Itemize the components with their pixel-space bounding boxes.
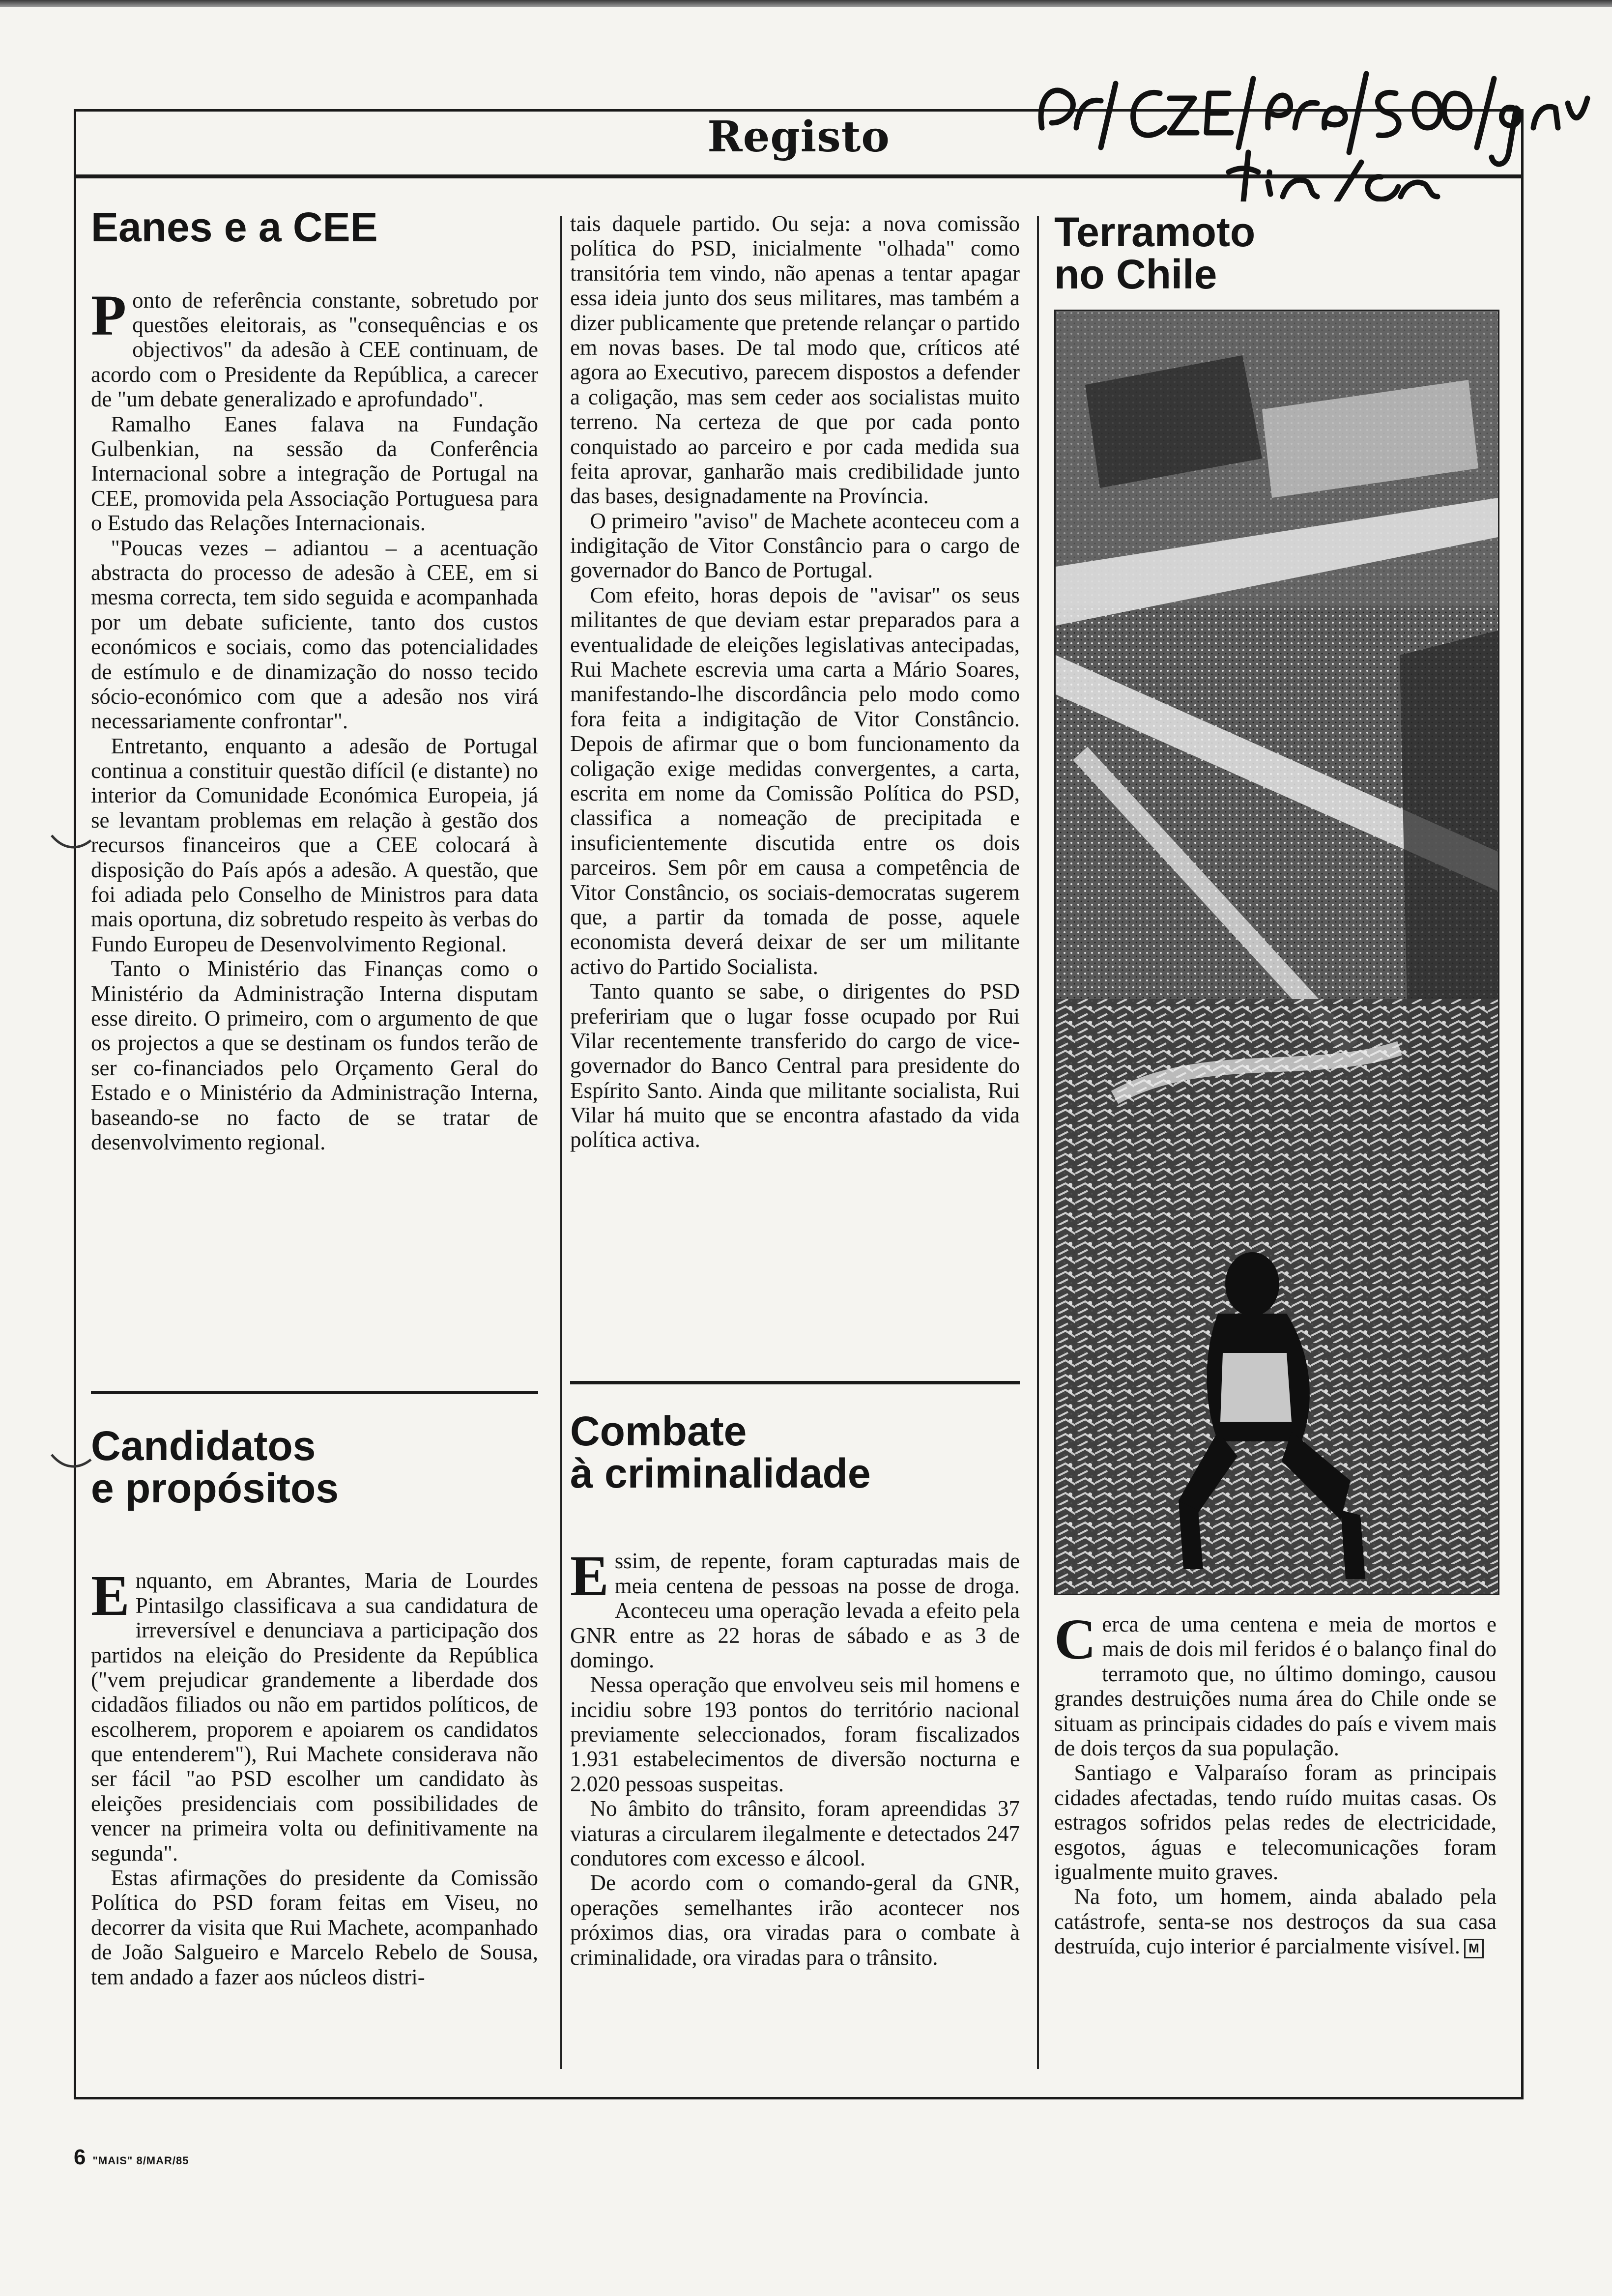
headline-line: Combate xyxy=(570,1408,747,1454)
article-psd-continued xyxy=(570,211,1020,1152)
headline-line: à criminalidade xyxy=(570,1450,871,1496)
publication-date: "MAIS" 8/MAR/85 xyxy=(92,2154,189,2167)
paragraph: Enquanto, em Abrantes, Maria de Lourdes Pintasilgo classificava a sua candidatura de irreversível e denunciava a participação dos partidos na eleição do Presidente da República ("vem prejudicar grandemente a liberdade dos cidadãos filiados ou não em partidos políticos, de escolherem, proporem e apoiarem os candidatos que entenderem"), Rui Machete considerava não ser fácil "ao PSD escolher um candidato às eleições presidenciais com possibilidades de vencer na primeira volta ou definitivamente na segunda". xyxy=(91,1563,538,1866)
handwritten-annotation xyxy=(1022,54,1602,201)
article-combate xyxy=(570,1410,1020,1970)
end-sign: M xyxy=(1464,1939,1484,1958)
article-eanes xyxy=(91,197,538,1154)
paragraph: Ramalho Eanes falava na Fundação Gulbenkian, na sessão da Conferência Internacional sobre a integração de Portugal na CEE, promovida pela Associação Portuguesa para o Estudo das Relações Internacionais. xyxy=(91,411,538,536)
body-eanes xyxy=(91,283,538,1155)
paragraph: Cerca de uma centena e meia de mortos e mais de dois mil feridos é o balanço final do terramoto que, no último domingo, causou grandes destruições numa área do Chile onde se situam as principais cidades do país e vivem mais de dois terços da sua população. xyxy=(1054,1607,1497,1760)
paragraph: Ponto de referência constante, sobretudo por questões eleitorais, as "consequências e os objectivos" da adesão à CEE continuam, de acordo com o Presidente da República, a carecer de "um debate generalizado e aprofundado". xyxy=(91,283,538,412)
body-psd-continued xyxy=(570,211,1020,1152)
headline-candidatos xyxy=(91,1425,538,1509)
dropcap: P xyxy=(91,283,127,347)
column-rule-1 xyxy=(560,216,562,2069)
article-separator xyxy=(570,1381,1020,1384)
dropcap: C xyxy=(1054,1607,1096,1671)
dropcap: E xyxy=(91,1563,130,1628)
article-terramoto xyxy=(1054,1607,1497,1959)
article-candidatos xyxy=(91,1425,538,1989)
paragraph: De acordo com o comando-geral da GNR, operações semelhantes irão acontecer nos próximos dias, ora viradas para o combate à criminalidade, ora viradas para o trânsito. xyxy=(570,1870,1020,1970)
body-candidatos xyxy=(91,1563,538,1989)
dropcap: E xyxy=(570,1544,609,1608)
paragraph: Nessa operação que envolveu seis mil homens e incidiu sobre 193 pontos do território nacional previamente seleccionados, foram fiscalizados 1.931 estabelecimentos de diversão nocturna e 2.020 pessoas suspeitas. xyxy=(570,1672,1020,1796)
scan-mark xyxy=(49,1450,93,1479)
column-rule-2 xyxy=(1037,216,1039,2069)
body-combate xyxy=(570,1544,1020,1970)
page-footer xyxy=(74,2145,189,2170)
article-separator xyxy=(91,1391,538,1394)
section-title: Registo xyxy=(707,112,890,162)
paragraph: tais daquele partido. Ou seja: a nova comissão política do PSD, inicialmente "olhada" como transitória tem vindo, não apenas a tentar apagar essa ideia junto dos seus militares, mas também a dizer publicamente que pretende relançar o partido em novas bases. De tal modo que, críticos até agora ao Executivo, parecem dispostos a defender a coligação, mas sem ceder aos socialistas muito terreno. Na certeza de que por cada ponto conquistado ao parceiro e por cada medida sua feita aprovar, ganharão mais credibilidade junto das bases, designadamente na Província. xyxy=(570,211,1020,509)
paragraph: Com efeito, horas depois de "avisar" os seus militantes de que deviam estar preparados para a eventualidade de eleições legislativas antecipadas, Rui Machete escrevia uma carta a Mário Soares, manifestando-lhe discordância pelo modo como fora feita a indigitação de Vitor Constâncio. Depois de afirmar que o bom funcionamento da coligação exige medidas convergentes, a carta, escrita em nome da Comissão Política do PSD, classifica a nomeação de precipitada e insuficientemente discutida entre os dois parceiros. Sem pôr em causa a competência de Vitor Constâncio, os sociais-democratas sugerem que, a partir da tomada de posse, aquele economista deverá deixar de ser um militante activo do Partido Socialista. xyxy=(570,582,1020,979)
paragraph: Essim, de repente, foram capturadas mais de meia centena de pessoas na posse de droga. Aconteceu uma operação levada a efeito pela GNR entre as 22 horas de sábado e as 3 de domingo. xyxy=(570,1544,1020,1672)
paragraph: Na foto, um homem, ainda abalado pela catástrofe, senta-se nos destroços da sua casa destruída, cujo interior é parcialmente visível. M xyxy=(1054,1884,1497,1959)
headline-eanes: Eanes e a CEE xyxy=(91,204,378,250)
photo-image xyxy=(1056,311,1498,1594)
body-terramoto xyxy=(1054,1607,1497,1959)
paragraph: Estas afirmações do presidente da Comissão Política do PSD foram feitas em Viseu, no decorrer da visita que Rui Machete, acompanhado de João Salgueiro e Marcelo Rebelo de Sousa, tem andado a fazer aos núcleos distri- xyxy=(91,1866,538,1989)
earthquake-photo xyxy=(1054,310,1499,1595)
headline-line: Candidatos xyxy=(91,1423,316,1469)
headline-terramoto xyxy=(1054,211,1497,295)
scan-top-edge xyxy=(0,0,1612,7)
scan-mark xyxy=(49,831,93,860)
paragraph: O primeiro "aviso" de Machete aconteceu com a indigitação de Vitor Constâncio para o cargo de governador do Banco de Portugal. xyxy=(570,508,1020,583)
headline-line: Terramoto xyxy=(1054,209,1256,255)
paragraph: "Poucas vezes – adiantou – a acentuação abstracta do processo de adesão à CEE, em si mesma correcta, tem sido seguida e acompanhada por um debate suficiente, tanto dos custos económicos e sociais, como das potencialidades de estímulo e de dinamização do nosso tecido sócio-económico com que a adesão nos virá necessariamente confrontar". xyxy=(91,535,538,734)
paragraph: No âmbito do trânsito, foram apreendidas 37 viaturas a circularem ilegalmente e detectados 247 condutores com excesso e álcool. xyxy=(570,1796,1020,1871)
page-number: 6 xyxy=(74,2145,86,2169)
headline-combate xyxy=(570,1410,1020,1494)
headline-line: no Chile xyxy=(1054,251,1217,297)
headline-line: e propósitos xyxy=(91,1464,339,1511)
paragraph: Santiago e Valparaíso foram as principais cidades afectadas, tendo ruído muitas casas. Os estragos sofridos pelas redes de electricidade, esgotos, águas e telecomunicações foram igualmente muito graves. xyxy=(1054,1760,1497,1884)
article-terramoto-heading xyxy=(1054,211,1497,295)
paragraph: Tanto quanto se sabe, o dirigentes do PSD prefeririam que o lugar fosse ocupado por Rui Vilar recentemente transferido do cargo de vice-governador do Banco Central para presidente do Espírito Santo. Ainda que militante socialista, Rui Vilar há muito que se encontra afastado da vida política activa. xyxy=(570,979,1020,1152)
paragraph: Tanto o Ministério das Finanças como o Ministério da Administração Interna disputam esse direito. O primeiro, com o argumento de que os projectos a que se destinam os fundos terão de ser co-financiados pelo Orçamento Geral do Estado e o Ministério da Administração Interna, baseando-se no facto de se tratar de desenvolvimento regional. xyxy=(91,956,538,1154)
paragraph: Entretanto, enquanto a adesão de Portugal continua a constituir questão difícil (e distante) no interior da Comunidade Económica Europeia, já se levantam problemas em relação à gestão dos recursos financeiros que a CEE colocará à disposição do País após a adesão. A questão, que foi adiada pelo Conselho de Ministros para data mais oportuna, diz sobretudo respeito às verbas do Fundo Europeu de Desenvolvimento Regional. xyxy=(91,733,538,956)
